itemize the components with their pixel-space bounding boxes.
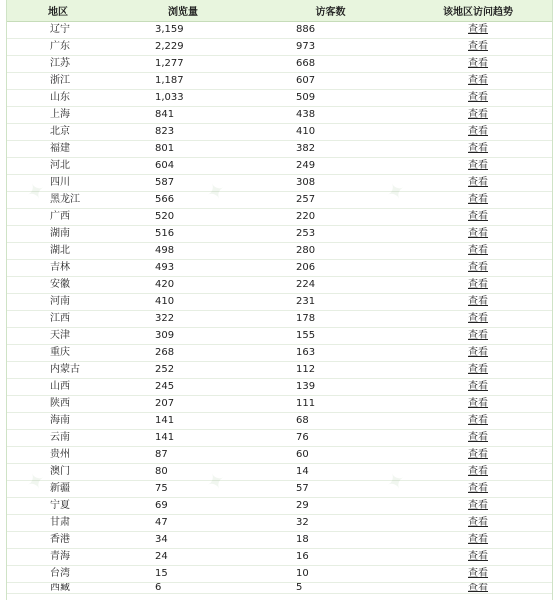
view-trend-link[interactable]: 查看	[468, 194, 488, 205]
region-cell: 广西	[7, 209, 109, 226]
trend-cell	[404, 158, 552, 175]
region-cell: 广东	[7, 39, 109, 56]
view-trend-link[interactable]: 查看	[468, 568, 488, 579]
region-cell: 天津	[7, 328, 109, 345]
table-row	[7, 277, 552, 294]
visitors-cell: 668	[257, 56, 404, 73]
trend-cell	[404, 56, 552, 73]
table-row	[7, 22, 552, 39]
pageviews-cell: 207	[109, 396, 257, 413]
view-trend-link[interactable]: 查看	[468, 347, 488, 358]
view-trend-link[interactable]: 查看	[468, 466, 488, 477]
trend-cell	[404, 175, 552, 192]
view-trend-link[interactable]: 查看	[468, 517, 488, 528]
pageviews-cell: 34	[109, 532, 257, 549]
pageviews-cell: 322	[109, 311, 257, 328]
table-row	[7, 175, 552, 192]
trend-cell	[404, 549, 552, 566]
region-cell: 江西	[7, 311, 109, 328]
trend-cell	[404, 566, 552, 583]
region-cell: 澳门	[7, 464, 109, 481]
trend-cell	[404, 464, 552, 481]
view-trend-link[interactable]: 查看	[468, 296, 488, 307]
table-row	[7, 328, 552, 345]
table-row	[7, 260, 552, 277]
view-trend-link[interactable]: 查看	[468, 415, 488, 426]
view-trend-link[interactable]: 查看	[468, 109, 488, 120]
table-row	[7, 583, 552, 594]
pageviews-cell: 80	[109, 464, 257, 481]
view-trend-link[interactable]: 查看	[468, 398, 488, 409]
region-cell: 内蒙古	[7, 362, 109, 379]
region-cell: 重庆	[7, 345, 109, 362]
header-visitors[interactable]: 访客数	[257, 0, 404, 22]
watermark: ✦	[202, 177, 230, 208]
region-stats-panel	[6, 0, 553, 600]
visitors-cell: 410	[257, 124, 404, 141]
visitors-cell: 5	[257, 583, 404, 594]
region-cell: 北京	[7, 124, 109, 141]
region-cell: 湖北	[7, 243, 109, 260]
visitors-cell: 60	[257, 447, 404, 464]
view-trend-link[interactable]: 查看	[468, 279, 488, 290]
table-row	[7, 311, 552, 328]
trend-cell	[404, 328, 552, 345]
pageviews-cell: 410	[109, 294, 257, 311]
trend-cell	[404, 22, 552, 39]
region-cell: 山东	[7, 90, 109, 107]
trend-cell	[404, 294, 552, 311]
table-row	[7, 498, 552, 515]
visitors-cell: 973	[257, 39, 404, 56]
table-row	[7, 141, 552, 158]
region-stats-table	[7, 0, 552, 594]
trend-cell	[404, 226, 552, 243]
trend-cell	[404, 515, 552, 532]
trend-cell	[404, 39, 552, 56]
pageviews-cell: 47	[109, 515, 257, 532]
view-trend-link[interactable]: 查看	[468, 262, 488, 273]
visitors-cell: 14	[257, 464, 404, 481]
table-row	[7, 430, 552, 447]
table-row	[7, 549, 552, 566]
pageviews-cell: 1,187	[109, 73, 257, 90]
view-trend-link[interactable]: 查看	[468, 483, 488, 494]
table-header-row	[7, 0, 552, 22]
visitors-cell: 112	[257, 362, 404, 379]
visitors-cell: 32	[257, 515, 404, 532]
visitors-cell: 178	[257, 311, 404, 328]
region-cell: 甘肃	[7, 515, 109, 532]
view-trend-link[interactable]: 查看	[468, 432, 488, 443]
table-row	[7, 192, 552, 209]
region-cell: 河北	[7, 158, 109, 175]
pageviews-cell: 420	[109, 277, 257, 294]
region-cell: 上海	[7, 107, 109, 124]
region-cell: 贵州	[7, 447, 109, 464]
table-row	[7, 532, 552, 549]
visitors-cell: 224	[257, 277, 404, 294]
table-row	[7, 56, 552, 73]
visitors-cell: 231	[257, 294, 404, 311]
view-trend-link[interactable]: 查看	[468, 381, 488, 392]
trend-cell	[404, 90, 552, 107]
region-cell: 新疆	[7, 481, 109, 498]
visitors-cell: 253	[257, 226, 404, 243]
view-trend-link[interactable]: 查看	[468, 92, 488, 103]
pageviews-cell: 516	[109, 226, 257, 243]
pageviews-cell: 15	[109, 566, 257, 583]
table-row	[7, 515, 552, 532]
trend-cell	[404, 498, 552, 515]
table-row	[7, 447, 552, 464]
pageviews-cell: 2,229	[109, 39, 257, 56]
table-body	[7, 22, 552, 594]
view-trend-link[interactable]: 查看	[468, 160, 488, 171]
trend-cell	[404, 362, 552, 379]
header-pageviews[interactable]: 浏览量	[109, 0, 257, 22]
region-cell: 四川	[7, 175, 109, 192]
trend-cell	[404, 243, 552, 260]
pageviews-cell: 24	[109, 549, 257, 566]
pageviews-cell: 823	[109, 124, 257, 141]
pageviews-cell: 604	[109, 158, 257, 175]
visitors-cell: 308	[257, 175, 404, 192]
header-region[interactable]: 地区	[7, 0, 109, 22]
pageviews-cell: 6	[109, 583, 257, 594]
pageviews-cell: 1,277	[109, 56, 257, 73]
view-trend-link[interactable]: 查看	[468, 245, 488, 256]
view-trend-link[interactable]: 查看	[468, 582, 488, 593]
pageviews-cell: 141	[109, 430, 257, 447]
table-row	[7, 209, 552, 226]
view-trend-link[interactable]: 查看	[468, 75, 488, 86]
visitors-cell: 16	[257, 549, 404, 566]
view-trend-link[interactable]: 查看	[468, 126, 488, 137]
table-row	[7, 566, 552, 583]
region-cell: 陕西	[7, 396, 109, 413]
region-cell: 云南	[7, 430, 109, 447]
pageviews-cell: 69	[109, 498, 257, 515]
view-trend-link[interactable]: 查看	[468, 534, 488, 545]
region-cell: 黑龙江	[7, 192, 109, 209]
view-trend-link[interactable]: 查看	[468, 551, 488, 562]
visitors-cell: 206	[257, 260, 404, 277]
view-trend-link[interactable]: 查看	[468, 500, 488, 511]
trend-cell	[404, 379, 552, 396]
visitors-cell: 607	[257, 73, 404, 90]
visitors-cell: 382	[257, 141, 404, 158]
trend-cell	[404, 532, 552, 549]
visitors-cell: 76	[257, 430, 404, 447]
trend-cell	[404, 413, 552, 430]
visitors-cell: 257	[257, 192, 404, 209]
visitors-cell: 155	[257, 328, 404, 345]
table-row	[7, 124, 552, 141]
table-row	[7, 379, 552, 396]
visitors-cell: 18	[257, 532, 404, 549]
view-trend-link[interactable]: 查看	[468, 449, 488, 460]
view-trend-link[interactable]: 查看	[468, 143, 488, 154]
table-row	[7, 73, 552, 90]
region-cell: 台湾	[7, 566, 109, 583]
pageviews-cell: 841	[109, 107, 257, 124]
table-row	[7, 226, 552, 243]
table-row	[7, 481, 552, 498]
pageviews-cell: 87	[109, 447, 257, 464]
visitors-cell: 111	[257, 396, 404, 413]
trend-cell	[404, 209, 552, 226]
pageviews-cell: 3,159	[109, 22, 257, 39]
trend-cell	[404, 107, 552, 124]
pageviews-cell: 252	[109, 362, 257, 379]
trend-cell	[404, 141, 552, 158]
table-row	[7, 362, 552, 379]
pageviews-cell: 498	[109, 243, 257, 260]
pageviews-cell: 309	[109, 328, 257, 345]
region-cell: 宁夏	[7, 498, 109, 515]
trend-cell	[404, 345, 552, 362]
visitors-cell: 509	[257, 90, 404, 107]
view-trend-link[interactable]: 查看	[468, 58, 488, 69]
view-trend-link[interactable]: 查看	[468, 364, 488, 375]
visitors-cell: 68	[257, 413, 404, 430]
region-cell: 江苏	[7, 56, 109, 73]
pageviews-cell: 520	[109, 209, 257, 226]
trend-cell	[404, 277, 552, 294]
table-row	[7, 345, 552, 362]
pageviews-cell: 245	[109, 379, 257, 396]
region-cell: 香港	[7, 532, 109, 549]
visitors-cell: 10	[257, 566, 404, 583]
region-cell: 福建	[7, 141, 109, 158]
pageviews-cell: 493	[109, 260, 257, 277]
table-row	[7, 90, 552, 107]
trend-cell	[404, 124, 552, 141]
view-trend-link[interactable]: 查看	[468, 211, 488, 222]
region-cell: 湖南	[7, 226, 109, 243]
visitors-cell: 139	[257, 379, 404, 396]
region-cell: 浙江	[7, 73, 109, 90]
view-trend-link[interactable]: 查看	[468, 330, 488, 341]
table-row	[7, 464, 552, 481]
table-row	[7, 158, 552, 175]
view-trend-link[interactable]: 查看	[468, 313, 488, 324]
pageviews-cell: 566	[109, 192, 257, 209]
visitors-cell: 886	[257, 22, 404, 39]
region-cell: 山西	[7, 379, 109, 396]
table-row	[7, 294, 552, 311]
pageviews-cell: 75	[109, 481, 257, 498]
header-trend: 该地区访问趋势	[404, 0, 552, 22]
table-row	[7, 107, 552, 124]
view-trend-link[interactable]: 查看	[468, 177, 488, 188]
pageviews-cell: 587	[109, 175, 257, 192]
region-cell: 辽宁	[7, 22, 109, 39]
visitors-cell: 438	[257, 107, 404, 124]
trend-cell	[404, 430, 552, 447]
region-cell: 吉林	[7, 260, 109, 277]
table-row	[7, 243, 552, 260]
view-trend-link[interactable]: 查看	[468, 24, 488, 35]
trend-cell	[404, 260, 552, 277]
pageviews-cell: 801	[109, 141, 257, 158]
trend-cell	[404, 583, 552, 594]
table-row	[7, 39, 552, 56]
region-cell: 海南	[7, 413, 109, 430]
pageviews-cell: 268	[109, 345, 257, 362]
trend-cell	[404, 192, 552, 209]
pageviews-cell: 1,033	[109, 90, 257, 107]
watermark: ✦	[22, 177, 50, 208]
region-cell: 西藏	[7, 583, 109, 594]
trend-cell	[404, 396, 552, 413]
watermark: ✦	[382, 467, 410, 498]
table-row	[7, 396, 552, 413]
visitors-cell: 57	[257, 481, 404, 498]
visitors-cell: 220	[257, 209, 404, 226]
region-cell: 安徽	[7, 277, 109, 294]
visitors-cell: 249	[257, 158, 404, 175]
table-row	[7, 413, 552, 430]
trend-cell	[404, 481, 552, 498]
watermark: ✦	[382, 177, 410, 208]
region-cell: 河南	[7, 294, 109, 311]
region-cell: 青海	[7, 549, 109, 566]
pageviews-cell: 141	[109, 413, 257, 430]
trend-cell	[404, 73, 552, 90]
visitors-cell: 163	[257, 345, 404, 362]
view-trend-link[interactable]: 查看	[468, 228, 488, 239]
watermark: ✦	[202, 467, 230, 498]
trend-cell	[404, 447, 552, 464]
visitors-cell: 29	[257, 498, 404, 515]
visitors-cell: 280	[257, 243, 404, 260]
trend-cell	[404, 311, 552, 328]
watermark: ✦	[22, 467, 50, 498]
view-trend-link[interactable]: 查看	[468, 41, 488, 52]
